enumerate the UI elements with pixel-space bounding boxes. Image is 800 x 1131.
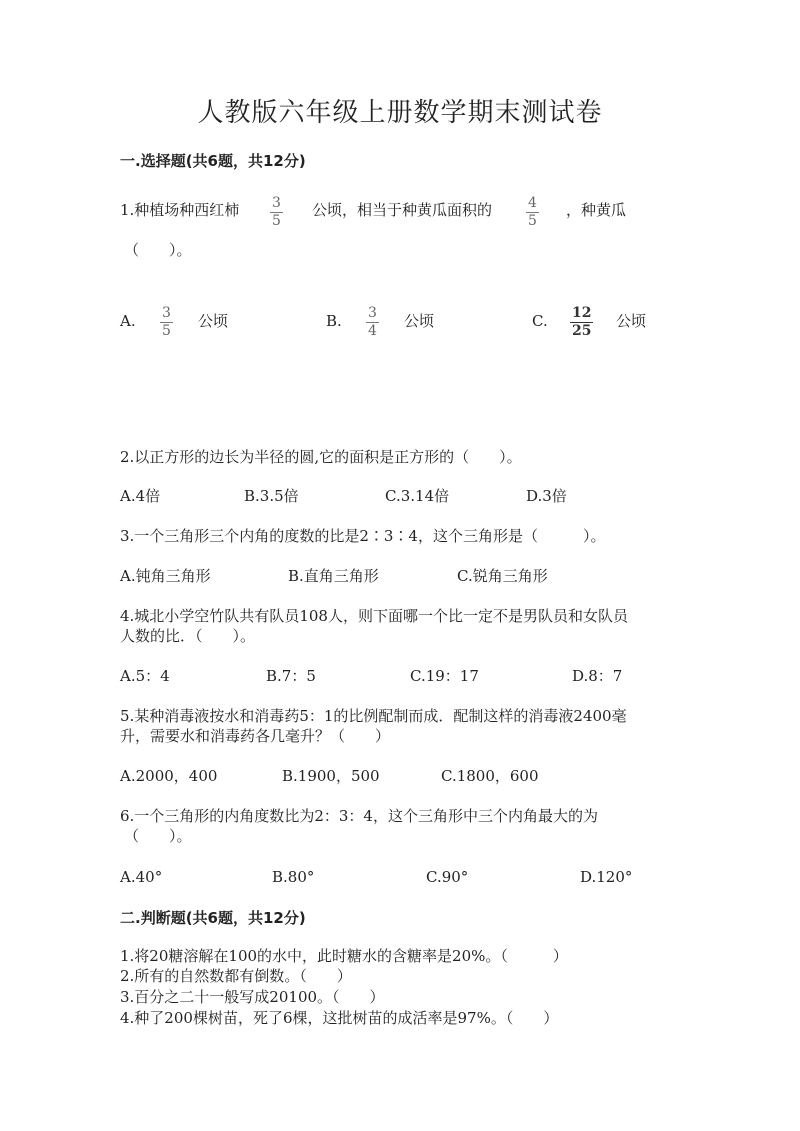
q1-option-a-fraction (160, 306, 173, 339)
q4-option-c[interactable]: C.19：17 (410, 667, 479, 685)
q1-option-c-label[interactable]: C. (532, 312, 548, 330)
q4-option-d[interactable]: D.8：7 (572, 667, 623, 685)
judgement-item-3: 3.百分之二十一般写成20100。（ ） (120, 988, 385, 1006)
q1-text-a: 1.种植场种西红柿 (120, 201, 240, 219)
q1-text-d: （ ）。 (124, 241, 192, 259)
q3-option-a[interactable]: A.钝角三角形 (120, 567, 211, 585)
q5-text-line2: 升，需要水和消毒药各几毫升？（ ） (120, 727, 391, 745)
q3-option-b[interactable]: B.直角三角形 (288, 567, 379, 585)
q1-text-c: ，种黄瓜 (566, 201, 627, 219)
q6-option-b[interactable]: B.80° (272, 868, 315, 886)
q6-text-line2: （ ）。 (124, 827, 192, 845)
q1-option-a-numerator: 3 (162, 305, 171, 321)
q1-option-c-numerator: 12 (572, 305, 592, 321)
q5-option-a[interactable]: A.2000，400 (120, 767, 218, 785)
q1-fraction-1-numerator: 3 (272, 195, 281, 211)
q1-option-a-label[interactable]: A. (120, 312, 136, 330)
q1-option-c-fraction (570, 306, 593, 339)
page-title: 人教版六年级上册数学期末测试卷 (197, 98, 603, 128)
q1-fraction-2 (526, 196, 539, 229)
q1-option-b-label[interactable]: B. (326, 312, 342, 330)
q1-option-b-unit: 公顷 (404, 312, 435, 330)
q4-text-line1: 4.城北小学空竹队共有队员108人，则下面哪一个比一定不是男队员和女队员 (120, 607, 628, 625)
q2-option-c[interactable]: C.3.14倍 (385, 487, 450, 505)
q1-option-b-denominator: 4 (368, 323, 377, 339)
q1-fraction-1-denominator: 5 (272, 213, 281, 229)
q1-option-a-unit: 公顷 (198, 312, 229, 330)
q1-text-b: 公顷，相当于种黄瓜面积的 (312, 201, 493, 219)
judgement-item-4: 4.种了200棵树苗，死了6棵，这批树苗的成活率是97%。（ ） (120, 1009, 559, 1027)
q1-fraction-2-denominator: 5 (528, 213, 537, 229)
q4-option-b[interactable]: B.7：5 (266, 667, 316, 685)
q4-text-line2: 人数的比．（ ）。 (120, 627, 256, 645)
q1-option-b-fraction (366, 306, 379, 339)
judgement-item-2: 2.所有的自然数都有倒数。（ ） (120, 967, 352, 985)
q1-fraction-2-numerator: 4 (528, 195, 537, 211)
q6-option-c[interactable]: C.90° (426, 868, 469, 886)
q2-option-d[interactable]: D.3倍 (526, 487, 567, 505)
q6-option-a[interactable]: A.40° (120, 868, 163, 886)
q4-option-a[interactable]: A.5：4 (120, 667, 170, 685)
q5-text-line1: 5.某种消毒液按水和消毒药5：1的比例配制而成．配制这样的消毒液2400毫 (120, 707, 627, 725)
q2-text: 2.以正方形的边长为半径的圆,它的面积是正方形的（ ）。 (120, 448, 522, 466)
q1-option-c-unit: 公顷 (616, 312, 647, 330)
section-heading-judgement: 二.判断题(共6题，共12分) (120, 909, 306, 927)
q1-option-c-denominator: 25 (572, 323, 592, 339)
q6-option-d[interactable]: D.120° (580, 868, 633, 886)
q1-option-b-numerator: 3 (368, 305, 377, 321)
q5-option-b[interactable]: B.1900，500 (282, 767, 380, 785)
q2-option-b[interactable]: B.3.5倍 (244, 487, 299, 505)
q3-text: 3.一个三角形三个内角的度数的比是2∶3∶4，这个三角形是（ ）。 (120, 527, 606, 545)
q2-option-a[interactable]: A.4倍 (120, 487, 161, 505)
q5-option-c[interactable]: C.1800，600 (441, 767, 539, 785)
section-heading-choice: 一.选择题(共6题，共12分) (120, 152, 306, 170)
q3-option-c[interactable]: C.锐角三角形 (457, 567, 548, 585)
q1-option-a-denominator: 5 (162, 323, 171, 339)
q6-text-line1: 6.一个三角形的内角度数比为2：3：4，这个三角形中三个内角最大的为 (120, 807, 598, 825)
judgement-item-1: 1.将20糖溶解在100的水中，此时糖水的含糖率是20%。（ ） (120, 947, 568, 965)
q1-fraction-1 (270, 196, 283, 229)
